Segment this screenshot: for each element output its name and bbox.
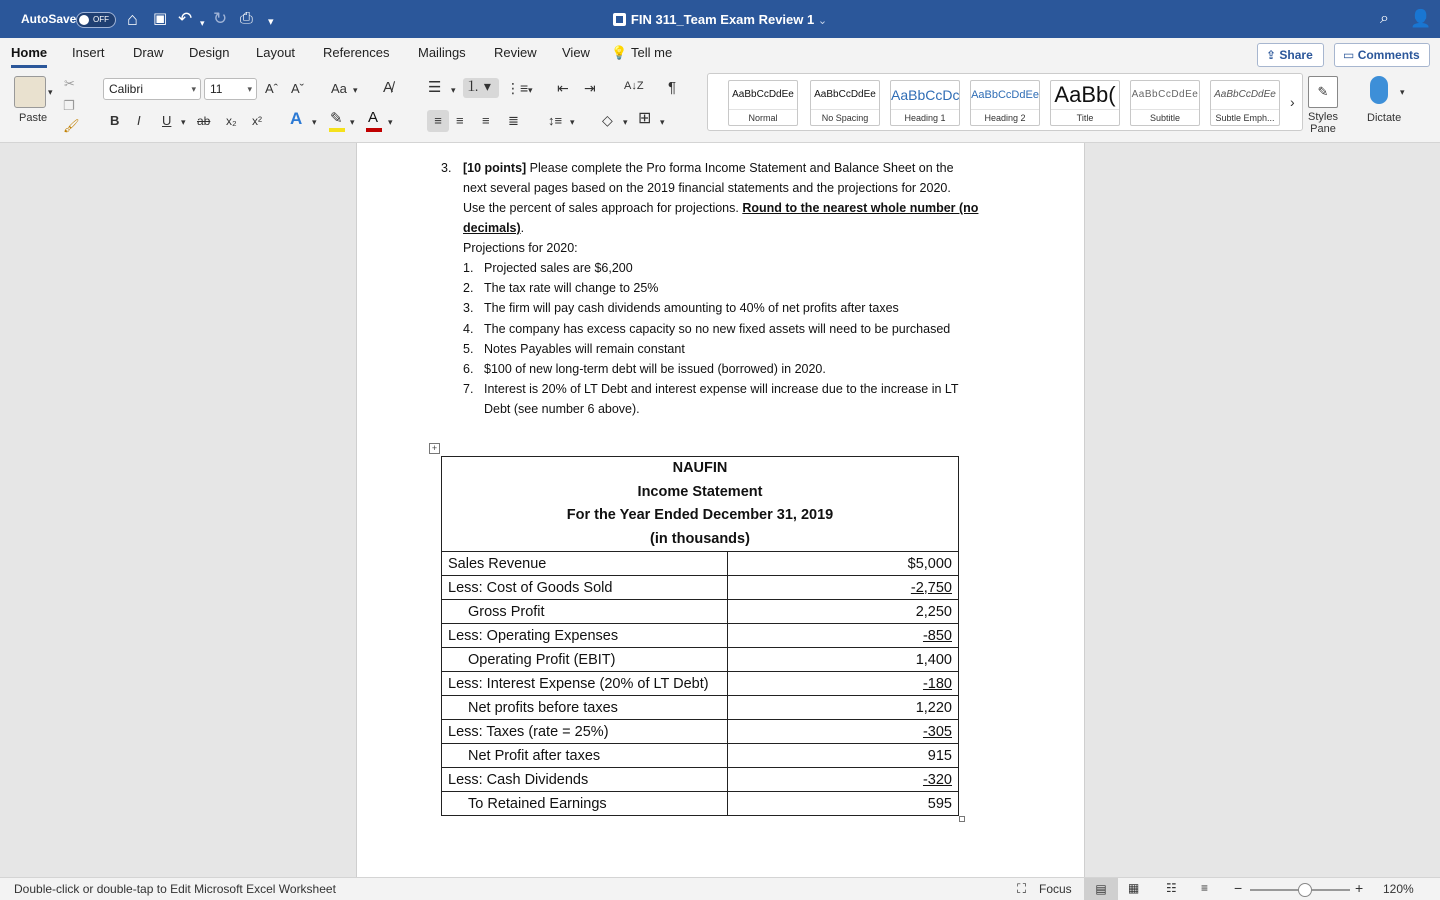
style-no-spacing[interactable] xyxy=(810,80,880,126)
style-name: Heading 2 xyxy=(971,109,1039,125)
row-value[interactable] xyxy=(728,768,959,792)
change-case-dropdown-icon[interactable]: ▾ xyxy=(353,85,358,95)
company-name: NAUFIN xyxy=(672,460,728,476)
projection-item-cont: Debt (see number 6 above). xyxy=(484,402,640,416)
search-icon[interactable]: ⌕ xyxy=(1380,10,1389,27)
tab-home[interactable]: Home xyxy=(11,45,48,60)
style-preview: AaBbCcDdEe xyxy=(971,89,1039,101)
row-label[interactable]: Less: Operating Expenses xyxy=(442,624,728,648)
row-label[interactable]: Less: Taxes (rate = 25%) xyxy=(442,720,728,744)
print-icon[interactable]: ⎙ xyxy=(240,10,253,27)
style-preview: AaBbCcDc xyxy=(891,87,960,103)
styles-more-icon[interactable]: › xyxy=(1290,94,1295,110)
table-row xyxy=(442,600,959,624)
document-title-text: FIN 311_Team Exam Review 1 xyxy=(630,12,815,27)
undo-icon[interactable]: ↶ xyxy=(178,9,193,28)
table-row xyxy=(442,552,959,576)
question-points: [10 points] xyxy=(463,161,527,175)
print-layout-icon[interactable]: ▤ xyxy=(1084,878,1118,900)
style-name: Heading 1 xyxy=(891,109,959,125)
change-case-button[interactable]: Aa xyxy=(331,81,347,96)
font-color-button[interactable]: A xyxy=(368,109,379,126)
subscript-button[interactable]: x₂ xyxy=(226,114,237,128)
multilevel-list-icon[interactable]: ⋮≡ xyxy=(506,80,529,96)
font-size-value: 11 xyxy=(210,82,223,96)
table-row xyxy=(442,576,959,600)
cut-icon[interactable]: ✂ xyxy=(64,76,75,91)
style-name: Subtle Emph... xyxy=(1211,109,1279,125)
underline-button[interactable]: U xyxy=(162,113,172,128)
table-header xyxy=(442,457,959,552)
tab-review[interactable]: Review xyxy=(494,45,537,60)
row-label[interactable]: Operating Profit (EBIT) xyxy=(442,648,728,672)
highlight-dropdown-icon[interactable]: ▾ xyxy=(350,117,355,127)
ribbon-tabs xyxy=(0,38,1440,70)
dictate-button[interactable]: Dictate xyxy=(1367,112,1402,124)
text-effects-icon[interactable]: A xyxy=(290,109,303,128)
text-effects-dropdown-icon[interactable]: ▾ xyxy=(312,117,317,127)
table-row xyxy=(442,696,959,720)
table-row xyxy=(442,672,959,696)
draft-view-icon[interactable]: ≡ xyxy=(1201,881,1209,895)
autosave-state: OFF xyxy=(93,15,109,24)
line-spacing-icon[interactable]: ↕≡ xyxy=(548,113,563,128)
microphone-icon[interactable] xyxy=(1370,76,1388,104)
show-formatting-button[interactable]: ¶ xyxy=(668,79,677,96)
row-label[interactable]: Sales Revenue xyxy=(442,552,728,576)
document-title xyxy=(0,12,1440,27)
share-label: Share xyxy=(1279,48,1313,62)
question-text-3: Use the percent of sales approach for projections. xyxy=(463,201,743,215)
style-name: No Spacing xyxy=(811,109,879,125)
projection-item: The company has excess capacity so no new fixed assets will need to be purchased xyxy=(484,322,951,336)
font-color-swatch xyxy=(366,128,382,132)
tab-references[interactable]: References xyxy=(323,45,390,60)
projection-item: Notes Payables will remain constant xyxy=(484,342,685,356)
web-layout-icon[interactable]: ▦ xyxy=(1128,881,1140,895)
row-value[interactable]: 1,220 xyxy=(728,696,959,720)
statement-units: (in thousands) xyxy=(650,530,750,547)
row-value[interactable]: 1,400 xyxy=(728,648,959,672)
align-center-icon[interactable]: ≡ xyxy=(456,113,464,128)
tab-mailings[interactable]: Mailings xyxy=(418,45,466,60)
numbering-icon[interactable]: ⒈ ▾ xyxy=(463,78,499,98)
statement-period: For the Year Ended December 31, 2019 xyxy=(566,507,834,523)
row-value[interactable] xyxy=(728,720,959,744)
shading-icon[interactable]: ◇ xyxy=(602,112,613,128)
row-value-text: -2,750 xyxy=(910,579,952,596)
tab-design[interactable]: Design xyxy=(189,45,230,60)
style-normal[interactable] xyxy=(728,80,798,126)
question-line-3 xyxy=(463,200,978,216)
highlight-icon[interactable]: ✎ xyxy=(330,110,343,127)
title-bar xyxy=(0,0,1440,38)
style-heading-1[interactable] xyxy=(890,80,960,126)
projection-number: 4. xyxy=(463,322,474,336)
underline-dropdown-icon[interactable]: ▾ xyxy=(181,117,186,127)
chevron-down-icon: ▾ xyxy=(191,84,196,94)
chevron-down-icon: ▾ xyxy=(247,84,252,94)
projection-item: Projected sales are $6,200 xyxy=(484,261,633,275)
projection-item: Interest is 20% of LT Debt and interest expense will increase due to the increase in LT xyxy=(484,382,959,396)
ribbon-home xyxy=(0,70,1440,143)
question-text-1: Please complete the Pro forma Income Statement and Balance Sheet on the xyxy=(526,161,954,175)
autosave-label: AutoSave xyxy=(21,12,77,26)
sort-button[interactable]: A↓Z xyxy=(624,80,644,92)
dictate-dropdown-icon[interactable]: ▾ xyxy=(1400,87,1405,97)
projection-item: The tax rate will change to 25% xyxy=(484,281,659,295)
italic-button[interactable]: I xyxy=(137,113,141,128)
home-icon[interactable]: ⌂ xyxy=(127,9,138,29)
comments-label: Comments xyxy=(1357,48,1420,62)
projection-number: 6. xyxy=(463,362,474,376)
income-statement-table[interactable] xyxy=(441,456,959,816)
question-period: . xyxy=(520,221,525,235)
focus-button[interactable]: Focus xyxy=(1039,882,1072,896)
paste-icon[interactable] xyxy=(14,76,46,108)
projection-number: 1. xyxy=(463,261,474,275)
statement-title: Income Statement xyxy=(637,483,763,500)
zoom-in-icon[interactable]: + xyxy=(1355,880,1364,896)
projection-number: 7. xyxy=(463,382,474,396)
question-line-1 xyxy=(463,160,954,176)
align-right-icon[interactable]: ≡ xyxy=(482,113,490,128)
rounding-instruction: Round to the nearest whole number (no xyxy=(742,201,979,215)
zoom-slider-thumb[interactable] xyxy=(1298,883,1312,897)
row-value-text: -320 xyxy=(922,771,952,788)
paste-dropdown-icon[interactable]: ▾ xyxy=(48,87,53,97)
table-row xyxy=(442,792,959,816)
row-label[interactable]: Less: Cash Dividends xyxy=(442,768,728,792)
zoom-level[interactable]: 120% xyxy=(1383,882,1414,896)
style-preview: AaBbCcDdEe xyxy=(1131,89,1199,100)
row-value[interactable]: 915 xyxy=(728,744,959,768)
projection-number: 2. xyxy=(463,281,474,295)
styles-pane-button[interactable]: Styles Pane xyxy=(1308,111,1338,135)
lightbulb-icon: 💡 xyxy=(611,45,628,60)
status-hint: Double-click or double-tap to Edit Microsoft Excel Worksheet xyxy=(14,882,336,896)
row-label[interactable]: Less: Cost of Goods Sold xyxy=(442,576,728,600)
style-name: Normal xyxy=(729,109,797,125)
style-subtle-emphasis[interactable] xyxy=(1210,80,1280,126)
bullets-icon[interactable]: ☰ xyxy=(428,79,442,96)
style-heading-2[interactable] xyxy=(970,80,1040,126)
zoom-slider[interactable] xyxy=(1250,889,1350,891)
account-icon[interactable]: 👤 xyxy=(1410,9,1432,28)
row-value-text: -305 xyxy=(922,723,952,740)
row-value[interactable]: $5,000 xyxy=(728,552,959,576)
document-page[interactable] xyxy=(356,143,1085,877)
style-preview: AaBbCcDdEe xyxy=(732,89,794,100)
style-title[interactable] xyxy=(1050,80,1120,126)
row-value[interactable] xyxy=(728,576,959,600)
word-doc-icon xyxy=(613,13,626,26)
table-row xyxy=(442,744,959,768)
tab-draw[interactable]: Draw xyxy=(133,45,164,60)
style-preview: AaBb( xyxy=(1054,82,1116,107)
row-value-text: -850 xyxy=(922,627,952,644)
shrink-font-button[interactable]: Aˇ xyxy=(291,81,304,96)
row-label[interactable]: Gross Profit xyxy=(442,600,728,624)
strikethrough-button[interactable]: ab xyxy=(197,114,211,128)
font-size-select[interactable] xyxy=(204,78,257,100)
focus-icon[interactable]: ⛶ xyxy=(1017,881,1027,896)
question-line-4 xyxy=(463,220,524,236)
status-bar xyxy=(0,877,1440,900)
row-value-text: -180 xyxy=(922,675,952,692)
document-canvas xyxy=(0,143,1440,877)
bullets-dropdown-icon[interactable]: ▾ xyxy=(451,85,456,95)
table-row xyxy=(442,624,959,648)
projection-item: The firm will pay cash dividends amounting to 40% of net profits after taxes xyxy=(484,301,899,315)
font-color-dropdown-icon[interactable]: ▾ xyxy=(388,117,393,127)
customize-toolbar-icon[interactable]: ▾ xyxy=(268,16,274,28)
justify-icon[interactable]: ≣ xyxy=(508,113,519,128)
row-value[interactable] xyxy=(728,624,959,648)
style-subtitle[interactable] xyxy=(1130,80,1200,126)
table-row xyxy=(442,648,959,672)
line-spacing-dropdown-icon[interactable]: ▾ xyxy=(570,117,575,127)
title-chevron-icon[interactable]: ⌄ xyxy=(817,15,828,27)
paste-label[interactable]: Paste xyxy=(19,112,48,124)
comment-icon: ▭ xyxy=(1343,48,1355,62)
tab-insert[interactable]: Insert xyxy=(72,45,105,60)
row-label[interactable]: To Retained Earnings xyxy=(442,792,728,816)
tell-me-search[interactable]: Tell me xyxy=(631,45,673,60)
font-name-value: Calibri xyxy=(109,82,144,96)
outline-view-icon[interactable]: ☷ xyxy=(1166,881,1177,895)
styles-gallery xyxy=(707,73,1303,131)
font-name-select[interactable] xyxy=(103,78,201,100)
multilevel-dropdown-icon[interactable]: ▾ xyxy=(528,85,533,95)
align-left-icon[interactable]: ≡ xyxy=(427,110,449,132)
table-header-row xyxy=(442,457,959,552)
row-value[interactable] xyxy=(728,672,959,696)
copy-icon[interactable]: ❐ xyxy=(63,98,75,113)
shading-dropdown-icon[interactable]: ▾ xyxy=(623,117,628,127)
comments-button[interactable] xyxy=(1334,43,1430,67)
style-name: Subtitle xyxy=(1131,109,1199,125)
style-preview: AaBbCcDdEe xyxy=(814,89,876,100)
share-icon: ⇪ xyxy=(1266,48,1277,62)
share-button[interactable] xyxy=(1257,43,1324,67)
increase-indent-icon[interactable]: ⇥ xyxy=(584,80,596,96)
borders-dropdown-icon[interactable]: ▾ xyxy=(660,117,665,127)
format-painter-icon[interactable]: 🖌 xyxy=(63,118,80,133)
style-preview: AaBbCcDdEe xyxy=(1214,89,1276,100)
clear-formatting-icon[interactable]: A̸ xyxy=(383,79,394,96)
table-row xyxy=(442,768,959,792)
question-line-2: next several pages based on the 2019 financial statements and the projections for 2020. xyxy=(463,181,951,195)
highlight-color-swatch xyxy=(329,128,345,132)
save-icon[interactable]: ▣ xyxy=(153,10,168,27)
projection-number: 5. xyxy=(463,342,474,356)
projection-number: 3. xyxy=(463,301,474,315)
projection-item: $100 of new long-term debt will be issued (borrowed) in 2020. xyxy=(484,362,826,376)
redo-icon[interactable]: ↻ xyxy=(213,9,228,28)
table-move-handle-icon[interactable]: + xyxy=(429,443,440,454)
undo-dropdown-icon[interactable]: ▾ xyxy=(200,18,205,28)
borders-icon[interactable]: ⊞ xyxy=(638,110,652,127)
superscript-button[interactable]: x² xyxy=(252,114,262,128)
row-value[interactable]: 595 xyxy=(728,792,959,816)
row-label[interactable]: Net Profit after taxes xyxy=(442,744,728,768)
row-label[interactable]: Net profits before taxes xyxy=(442,696,728,720)
row-value[interactable]: 2,250 xyxy=(728,600,959,624)
grow-font-button[interactable]: Aˆ xyxy=(265,81,278,96)
styles-pane-icon[interactable]: ✎ xyxy=(1308,76,1338,108)
decrease-indent-icon[interactable]: ⇤ xyxy=(557,80,569,96)
rounding-instruction-cont: decimals) xyxy=(463,221,521,235)
table-resize-handle[interactable] xyxy=(959,816,965,822)
bold-button[interactable]: B xyxy=(110,113,120,128)
row-label[interactable]: Less: Interest Expense (20% of LT Debt) xyxy=(442,672,728,696)
style-name: Title xyxy=(1051,109,1119,125)
tab-view[interactable]: View xyxy=(562,45,590,60)
zoom-out-icon[interactable]: − xyxy=(1234,880,1243,896)
table-row xyxy=(442,720,959,744)
projections-heading: Projections for 2020: xyxy=(463,241,578,255)
question-number: 3. xyxy=(441,161,452,175)
tab-layout[interactable]: Layout xyxy=(256,45,296,60)
